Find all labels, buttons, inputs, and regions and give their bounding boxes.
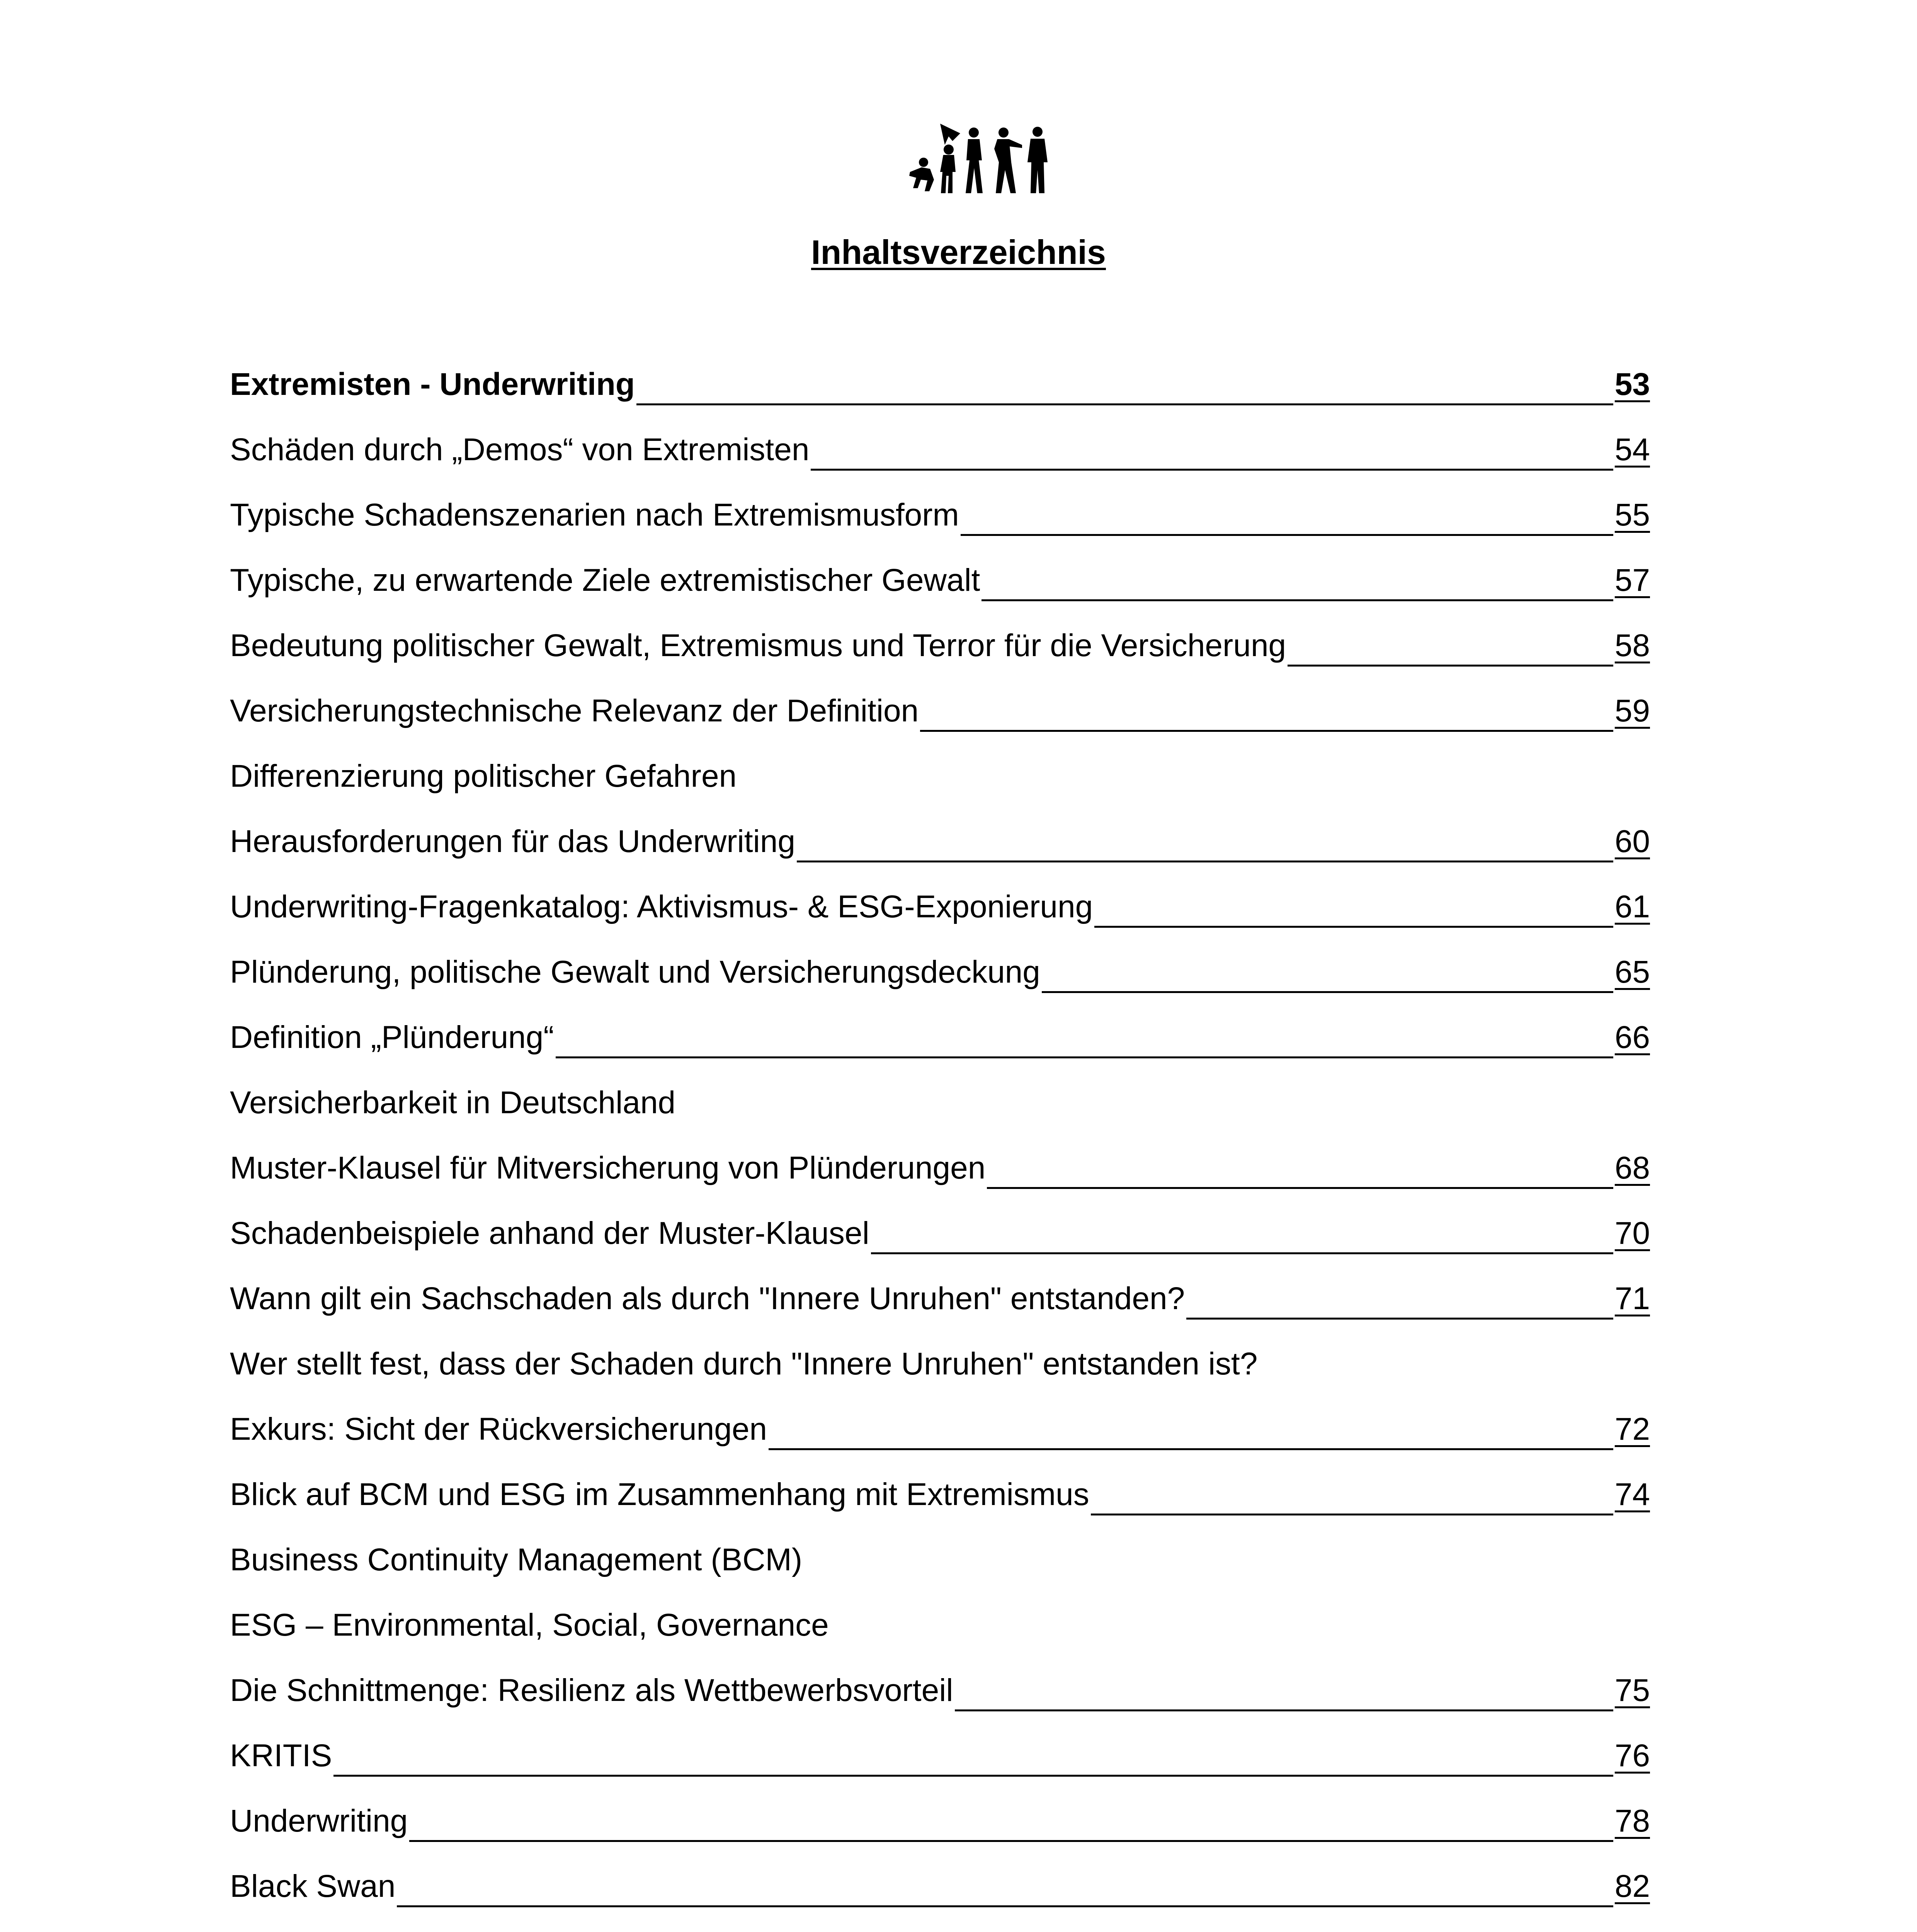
toc-entry-label: Business Continuity Management (BCM)	[230, 1542, 803, 1577]
toc-entry[interactable]	[230, 551, 1650, 617]
toc-entry[interactable]	[230, 682, 1650, 747]
toc-leader-line	[556, 1056, 1613, 1058]
toc-entry[interactable]	[230, 943, 1650, 1009]
toc-entry[interactable]	[230, 1009, 1650, 1074]
toc-leader-line	[987, 1187, 1613, 1189]
toc-entry-page: 60	[1614, 824, 1650, 859]
toc-entry-label: Wann gilt ein Sachschaden als durch "Innere Unruhen" entstanden?	[230, 1281, 1185, 1316]
toc-leader-line	[981, 599, 1613, 601]
toc-entry-page: 82	[1614, 1869, 1650, 1904]
toc-heading: Inhaltsverzeichnis	[811, 233, 1106, 271]
silhouette-figures-logo	[906, 122, 1055, 197]
toc-leader-line	[769, 1448, 1613, 1450]
toc-entry-page: 68	[1614, 1150, 1650, 1185]
toc-entry-page: 72	[1614, 1412, 1650, 1447]
table-of-contents	[230, 355, 1650, 1932]
standing-figure-icon	[1027, 127, 1048, 193]
toc-entry[interactable]	[230, 1923, 1650, 1932]
toc-entry-label: Schäden durch „Demos“ von Extremisten	[230, 432, 810, 467]
toc-entry-page: 58	[1614, 628, 1650, 663]
toc-entry-label: Typische Schadenszenarien nach Extremismusform	[230, 497, 959, 532]
toc-entry-label: Bedeutung politischer Gewalt, Extremismus und Terror für die Versicherung	[230, 628, 1286, 663]
toc-entry[interactable]	[230, 1792, 1650, 1857]
toc-entry[interactable]	[230, 1074, 1650, 1139]
toc-entry[interactable]	[230, 486, 1650, 551]
toc-entry-page: 66	[1614, 1020, 1650, 1055]
toc-entry-page: 65	[1614, 954, 1650, 990]
toc-entry-label: Underwriting-Fragenkatalog: Aktivismus- & ESG-Exponierung	[230, 889, 1093, 924]
toc-leader-line	[1091, 1514, 1613, 1515]
toc-entry-label: Differenzierung politischer Gefahren	[230, 759, 737, 794]
toc-entry-page: 70	[1614, 1216, 1650, 1251]
toc-entry-page: 55	[1614, 497, 1650, 532]
toc-entry[interactable]	[230, 1662, 1650, 1727]
toc-entry-page: 75	[1614, 1673, 1650, 1708]
toc-leader-line	[920, 730, 1613, 732]
toc-entry-label: Black Swan	[230, 1869, 396, 1904]
toc-leader-line	[1042, 991, 1613, 993]
toc-leader-line	[1094, 926, 1613, 928]
toc-entry-page: 54	[1614, 432, 1650, 467]
toc-leader-line	[955, 1709, 1613, 1711]
toc-entry[interactable]	[230, 878, 1650, 943]
toc-leader-line	[397, 1905, 1613, 1907]
aiming-figure-icon	[994, 128, 1022, 193]
toc-entry-label: Typische, zu erwartende Ziele extremistischer Gewalt	[230, 563, 980, 598]
toc-entry-page: 78	[1614, 1803, 1650, 1838]
toc-entry[interactable]	[230, 1466, 1650, 1531]
toc-entry[interactable]	[230, 1400, 1650, 1466]
toc-entry-page: 59	[1614, 693, 1650, 728]
toc-leader-line	[961, 534, 1613, 536]
toc-entry-page: 57	[1614, 563, 1650, 598]
toc-entry[interactable]	[230, 813, 1650, 878]
toc-entry[interactable]	[230, 1596, 1650, 1662]
walking-figure-icon	[966, 128, 983, 193]
toc-entry-label: Versicherbarkeit in Deutschland	[230, 1085, 676, 1120]
toc-entry[interactable]	[230, 1531, 1650, 1596]
toc-leader-line	[871, 1252, 1613, 1254]
toc-entry[interactable]	[230, 355, 1650, 421]
toc-entry-label: Underwriting	[230, 1803, 408, 1838]
toc-entry-label: ESG – Environmental, Social, Governance	[230, 1607, 829, 1643]
toc-leader-line	[409, 1840, 1613, 1842]
toc-entry-label: KRITIS	[230, 1738, 332, 1773]
toc-entry-label: Die Schnittmenge: Resilienz als Wettbewerbsvorteil	[230, 1673, 953, 1708]
toc-entry-label: Wer stellt fest, dass der Schaden durch "Innere Unruhen" entstanden ist?	[230, 1346, 1258, 1381]
toc-entry[interactable]	[230, 1139, 1650, 1204]
toc-entry-page: 61	[1614, 889, 1650, 924]
toc-leader-line	[1288, 665, 1613, 667]
toc-leader-line	[333, 1775, 1613, 1777]
toc-entry-page: 76	[1614, 1738, 1650, 1773]
toc-entry[interactable]	[230, 1727, 1650, 1792]
toc-entry-label: Muster-Klausel für Mitversicherung von Plünderungen	[230, 1150, 986, 1185]
flag-figure-icon	[940, 124, 960, 193]
crouching-figure-icon	[909, 158, 934, 191]
toc-entry[interactable]	[230, 421, 1650, 486]
toc-entry-page: 71	[1614, 1281, 1650, 1316]
toc-entry[interactable]	[230, 1204, 1650, 1270]
toc-entry[interactable]	[230, 1270, 1650, 1335]
toc-entry-page	[1615, 1930, 1650, 1932]
toc-entry[interactable]	[230, 1857, 1650, 1923]
toc-entry-label: Herausforderungen für das Underwriting	[230, 824, 796, 859]
toc-leader-line	[811, 469, 1613, 471]
toc-entry[interactable]	[230, 617, 1650, 682]
toc-entry-page: 74	[1614, 1477, 1650, 1512]
toc-entry-label: Blick auf BCM und ESG im Zusammenhang mit Extremismus	[230, 1477, 1089, 1512]
toc-entry-label: Extremisten - Underwriting	[230, 367, 635, 402]
toc-leader-line	[797, 861, 1613, 862]
toc-entry[interactable]	[230, 747, 1650, 813]
toc-entry-label: Schadenbeispiele anhand der Muster-Klausel	[230, 1216, 869, 1251]
toc-entry-label	[230, 1930, 722, 1932]
toc-entry-page: 53	[1614, 367, 1650, 402]
toc-leader-line	[1186, 1318, 1613, 1320]
toc-entry-label: Plünderung, politische Gewalt und Versicherungsdeckung	[230, 954, 1040, 990]
toc-entry[interactable]	[230, 1335, 1650, 1400]
toc-entry-label: Definition „Plünderung“	[230, 1020, 554, 1055]
toc-entry-label: Exkurs: Sicht der Rückversicherungen	[230, 1412, 767, 1447]
toc-entry-label: Versicherungstechnische Relevanz der Definition	[230, 693, 919, 728]
toc-leader-line	[636, 403, 1613, 405]
